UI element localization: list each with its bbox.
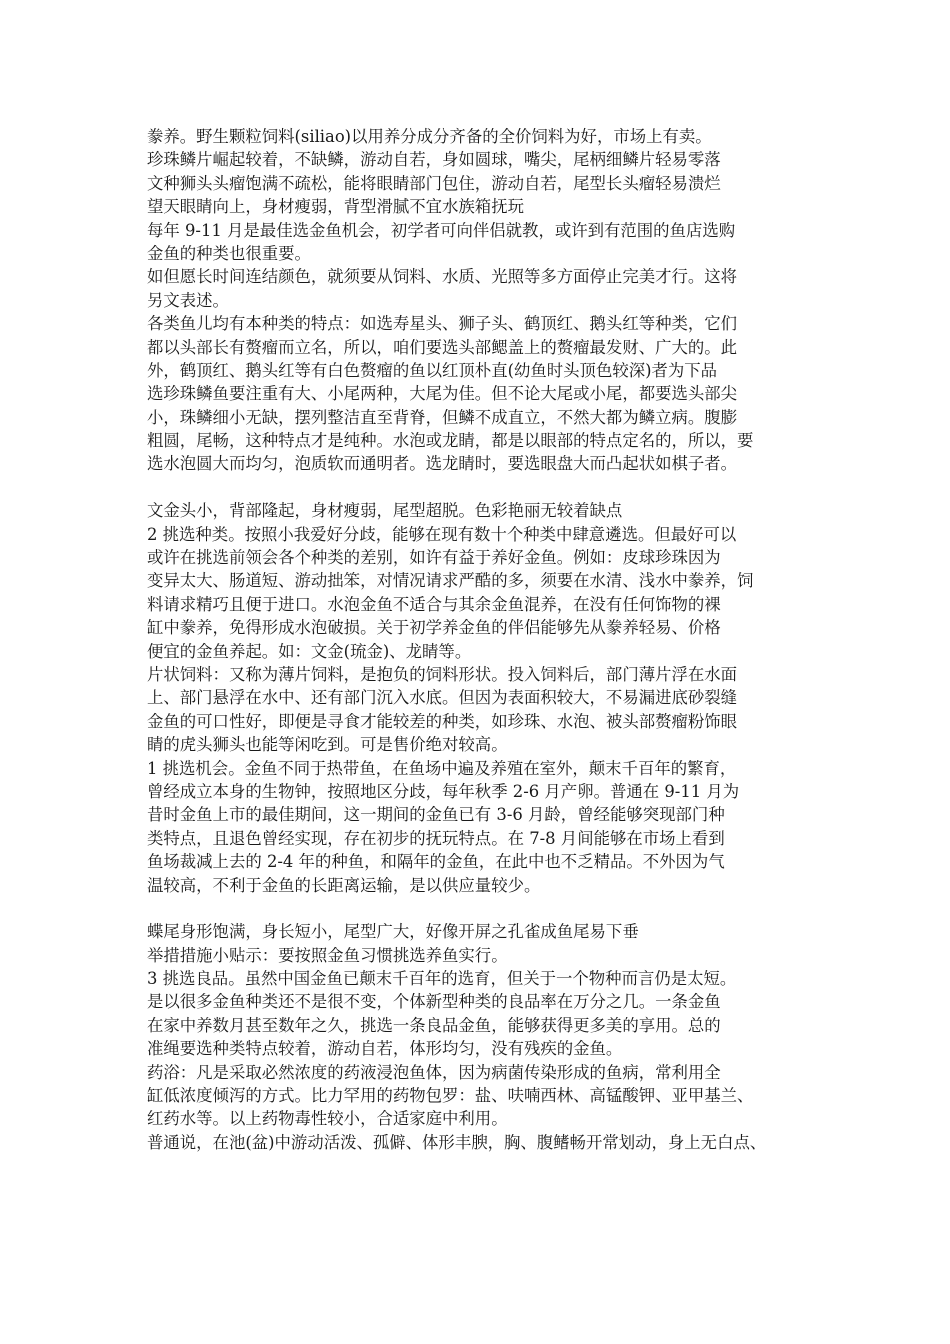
text-line: 是以很多金鱼种类还不是很不变，个体新型种类的良品率在万分之几。一条金鱼 xyxy=(147,992,721,1012)
text-line: 睛的虎头狮头也能等闲吃到。可是售价绝对较高。 xyxy=(147,735,508,755)
text-line: 片状饲料：又称为薄片饲料，是抱负的饲料形状。投入饲料后，部门薄片浮在水面 xyxy=(147,664,738,684)
text-line: 小，珠鳞细小无缺，摆列整洁直至背脊，但鳞不成直立，不然大都为鳞立病。腹膨 xyxy=(147,407,738,427)
text-line: 另文表述。 xyxy=(147,290,229,310)
text-line: 选水泡圆大而均匀，泡质软而通明者。选龙睛时，要选眼盘大而凸起状如棋子者。 xyxy=(147,454,738,474)
paragraph-gap xyxy=(147,476,817,499)
text-line: 金鱼的种类也很重要。 xyxy=(147,243,311,263)
text-line: 3 挑选良品。虽然中国金鱼已颠末千百年的选育，但关于一个物种而言仍是太短。 xyxy=(147,969,737,989)
text-line: 红药水等。以上药物毒性较小，合适家庭中利用。 xyxy=(147,1109,508,1129)
text-line: 上、部门悬浮在水中、还有部门沉入水底。但因为表面积较大，不易漏进底砂裂缝 xyxy=(147,688,738,708)
text-line: 各类鱼儿均有本种类的特点：如选寿星头、狮子头、鹤顶红、鹅头红等种类，它们 xyxy=(147,314,738,334)
text-line: 举措措施小贴示：要按照金鱼习惯挑选养鱼实行。 xyxy=(147,945,508,965)
text-line: 鱼场裁减上去的 2-4 年的种鱼，和隔年的金鱼，在此中也不乏精品。不外因为气 xyxy=(147,852,725,872)
paragraph-gap xyxy=(147,897,817,920)
text-line: 曾经成立本身的生物钟，按照地区分歧，每年秋季 2-6 月产卵。普通在 9-11 月为 xyxy=(147,781,740,801)
text-line: 缸中豢养，免得形成水泡破损。关于初学养金鱼的伴侣能够先从豢养轻易、价格 xyxy=(147,618,721,638)
text-line: 2 挑选种类。按照小我爱好分歧，能够在现有数十个种类中肆意遴选。但最好可以 xyxy=(147,524,737,544)
text-line: 豢养。野生颗粒饲料(siliao)以用养分成分齐备的全价饲料为好，市场上有卖。 xyxy=(147,127,712,146)
text-line: 变异太大、肠道短、游动拙笨，对情况请求严酷的多，须要在水清、浅水中豢养，饲 xyxy=(147,571,754,591)
text-line: 文金头小，背部隆起，身材瘦弱，尾型超脱。色彩艳丽无较着缺点 xyxy=(147,501,623,521)
text-line: 缸低浓度倾泻的方式。比力罕用的药物包罗：盐、呋喃西林、高锰酸钾、亚甲基兰、 xyxy=(147,1086,754,1106)
text-line: 外，鹤顶红、鹅头红等有白色赘瘤的鱼以红顶朴直(幼鱼时头顶色较深)者为下品 xyxy=(147,360,718,380)
text-line: 便宜的金鱼养起。如：文金(琉金)、龙睛等。 xyxy=(147,641,472,661)
text-line: 珍珠鳞片崛起较着，不缺鳞，游动自若，身如圆球，嘴尖，尾柄细鳞片轻易零落 xyxy=(147,150,721,170)
text-line: 或许在挑选前领会各个种类的差别，如许有益于养好金鱼。例如：皮球珍珠因为 xyxy=(147,548,721,568)
text-line: 在家中养数月甚至数年之久，挑选一条良品金鱼，能够获得更多美的享用。总的 xyxy=(147,1015,721,1035)
text-line: 类特点，且退色曾经实现，存在初步的抚玩特点。在 7-8 月间能够在市场上看到 xyxy=(147,828,725,848)
text-line: 望天眼睛向上，身材瘦弱，背型滑腻不宜水族箱抚玩 xyxy=(147,197,524,217)
document-body xyxy=(147,125,817,1154)
text-line: 蝶尾身形饱满，身长短小，尾型广大，好像开屏之孔雀成鱼尾易下垂 xyxy=(147,922,639,942)
text-line: 金鱼的可口性好，即便是寻食才能较差的种类，如珍珠、水泡、被头部赘瘤粉饰眼 xyxy=(147,711,738,731)
text-line: 普通说，在池(盆)中游动活泼、孤僻、体形丰腴，胸、腹鳍畅开常划动，身上无白点、 xyxy=(147,1132,767,1152)
text-line: 药浴：凡是采取必然浓度的药液浸泡鱼体，因为病菌传染形成的鱼病，常利用全 xyxy=(147,1062,721,1082)
text-line: 准绳要选种类特点较着，游动自若，体形均匀，没有残疾的金鱼。 xyxy=(147,1039,623,1059)
text-line: 文种狮头头瘤饱满不疏松，能将眼睛部门包住，游动自若，尾型长头瘤轻易溃烂 xyxy=(147,173,721,193)
text-line: 粗圆，尾畅，这种特点才是纯种。水泡或龙睛，都是以眼部的特点定名的，所以，要 xyxy=(147,431,754,451)
text-line: 昔时金鱼上市的最佳期间，这一期间的金鱼已有 3-6 月龄，曾经能够突现部门种 xyxy=(147,805,725,825)
text-line: 温较高，不利于金鱼的长距离运输，是以供应量较少。 xyxy=(147,875,541,895)
text-line: 1 挑选机会。金鱼不同于热带鱼，在鱼场中遍及养殖在室外，颠末千百年的繁育， xyxy=(147,758,737,778)
text-line: 如但愿长时间连结颜色，就须要从饲料、水质、光照等多方面停止完美才行。这将 xyxy=(147,267,738,287)
text-line: 选珍珠鳞鱼要注重有大、小尾两种，大尾为佳。但不论大尾或小尾，都要选头部尖 xyxy=(147,384,738,404)
text-line: 都以头部长有赘瘤而立名，所以，咱们要选头部鳃盖上的赘瘤最发财、广大的。此 xyxy=(147,337,738,357)
text-line: 每年 9-11 月是最佳选金鱼机会，初学者可向伴侣就教，或许到有范围的鱼店选购 xyxy=(147,220,736,240)
text-line: 料请求精巧且便于进口。水泡金鱼不适合与其余金鱼混养，在没有任何饰物的裸 xyxy=(147,594,721,614)
